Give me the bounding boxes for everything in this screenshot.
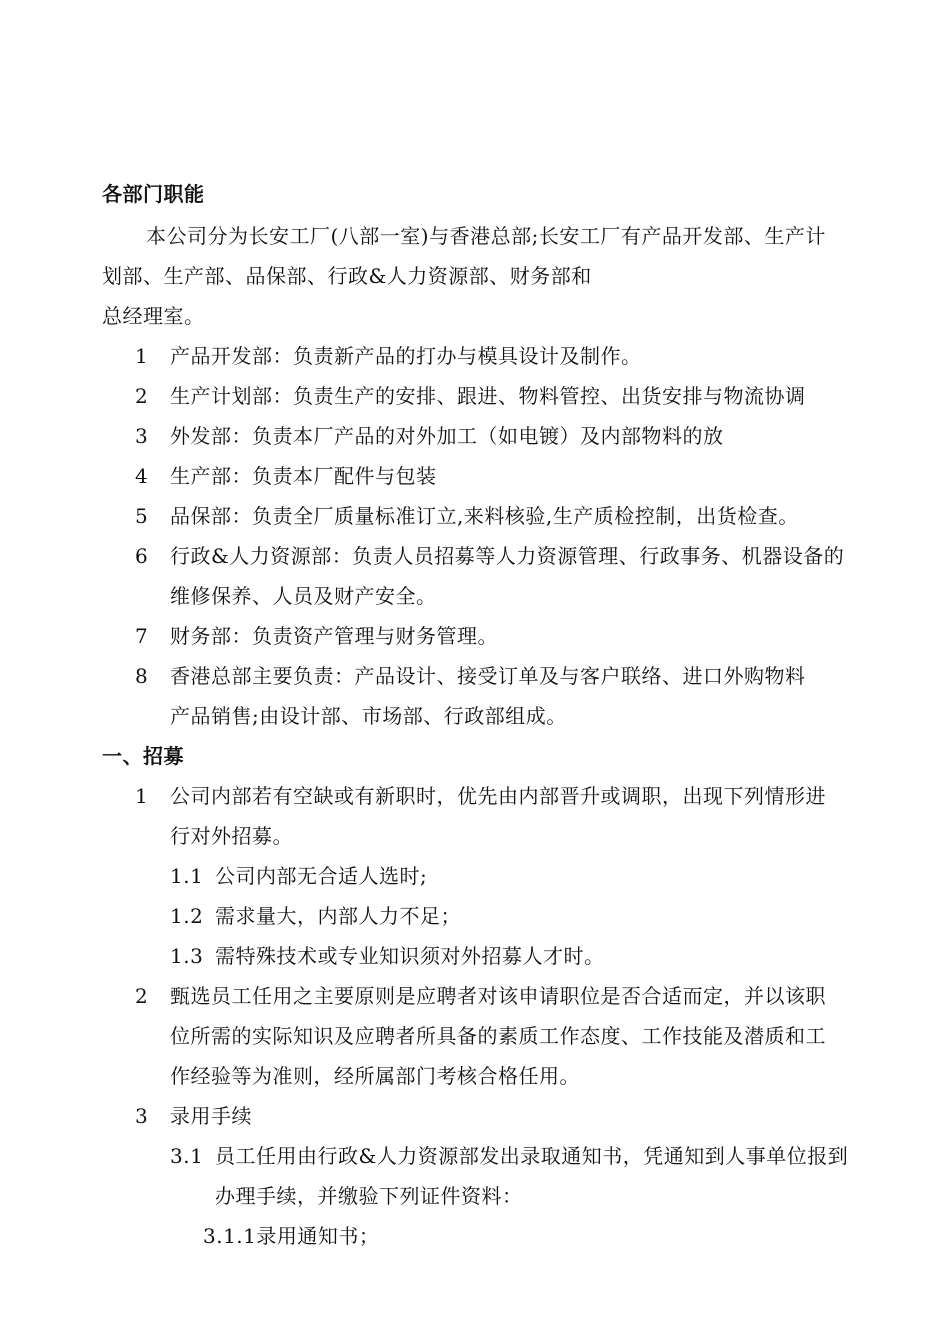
dept-number: 1 — [135, 344, 149, 368]
item-3-1 — [170, 1142, 849, 1170]
dept-text: 生产部：负责本厂配件与包装 — [170, 464, 437, 488]
item-3 — [135, 1102, 252, 1130]
item-text: 录用手续 — [170, 1104, 252, 1128]
doc-title: 各部门职能 — [102, 182, 205, 206]
item-text: 甄选员工任用之主要原则是应聘者对该申请职位是否合适而定，并以该职 — [170, 984, 826, 1008]
dept-text: 财务部：负责资产管理与财务管理。 — [170, 624, 498, 648]
item-3-1-continued: 办理手续，并缴验下列证件资料： — [215, 1184, 523, 1208]
dept-number: 7 — [135, 624, 149, 648]
item-number: 2 — [135, 984, 149, 1008]
item-number: 3 — [135, 1104, 149, 1128]
dept-text: 行政&人力资源部：负责人员招募等人力资源管理、行政事务、机器设备的 — [170, 544, 845, 568]
dept-number: 6 — [135, 544, 149, 568]
dept-number: 5 — [135, 504, 149, 528]
dept-4 — [135, 462, 437, 490]
dept-3 — [135, 422, 724, 450]
item-text: 需求量大，内部人力不足； — [215, 904, 461, 928]
item-1 — [135, 782, 826, 810]
dept-6 — [135, 542, 845, 570]
dept-text: 品保部：负责全厂质量标准订立,来料核验,生产质检控制，出货检查。 — [170, 504, 799, 528]
item-3-1-1 — [203, 1222, 379, 1250]
item-text: 需特殊技术或专业知识须对外招募人才时。 — [215, 944, 605, 968]
item-text: 员工任用由行政&人力资源部发出录取通知书，凭通知到人事单位报到 — [215, 1144, 849, 1168]
item-text: 公司内部无合适人选时; — [215, 864, 428, 888]
dept-number: 8 — [135, 664, 149, 688]
item-number: 1.3 — [170, 944, 204, 968]
item-2-continued: 位所需的实际知识及应聘者所具备的素质工作态度、工作技能及潜质和工 — [170, 1024, 826, 1048]
item-number: 1.1 — [170, 864, 204, 888]
item-1-2 — [170, 902, 461, 930]
dept-2 — [135, 382, 806, 410]
item-number: 3.1 — [170, 1144, 204, 1168]
section-heading: 一、招募 — [102, 744, 184, 768]
dept-8 — [135, 662, 806, 690]
dept-text: 香港总部主要负责：产品设计、接受订单及与客户联络、进口外购物料 — [170, 664, 806, 688]
dept-text: 生产计划部：负责生产的安排、跟进、物料管控、出货安排与物流协调 — [170, 384, 806, 408]
dept-7 — [135, 622, 498, 650]
dept-5 — [135, 502, 799, 530]
item-number: 1.2 — [170, 904, 204, 928]
dept-text: 产品开发部：负责新产品的打办与模具设计及制作。 — [170, 344, 642, 368]
dept-number: 4 — [135, 464, 149, 488]
intro-line-3: 总经理室。 — [102, 304, 205, 328]
intro-line-2: 划部、生产部、品保部、行政&人力资源部、财务部和 — [102, 264, 592, 288]
item-number: 3.1.1 — [203, 1224, 257, 1248]
item-number: 1 — [135, 784, 149, 808]
item-2-continued-2: 作经验等为准则，经所属部门考核合格任用。 — [170, 1064, 580, 1088]
item-text: 录用通知书； — [256, 1224, 380, 1248]
dept-number: 2 — [135, 384, 149, 408]
intro-line-1: 本公司分为长安工厂(八部一室)与香港总部;长安工厂有产品开发部、生产计 — [146, 224, 826, 248]
item-1-continued: 行对外招募。 — [170, 824, 293, 848]
dept-text: 外发部：负责本厂产品的对外加工（如电镀）及内部物料的放 — [170, 424, 724, 448]
item-1-3 — [170, 942, 605, 970]
item-2 — [135, 982, 826, 1010]
dept-8-continued: 产品销售;由设计部、市场部、行政部组成。 — [170, 704, 567, 728]
item-text: 公司内部若有空缺或有新职时，优先由内部晋升或调职，出现下列情形进 — [170, 784, 826, 808]
dept-1 — [135, 342, 642, 370]
dept-number: 3 — [135, 424, 149, 448]
dept-6-continued: 维修保养、人员及财产安全。 — [170, 584, 437, 608]
item-1-1 — [170, 862, 428, 890]
